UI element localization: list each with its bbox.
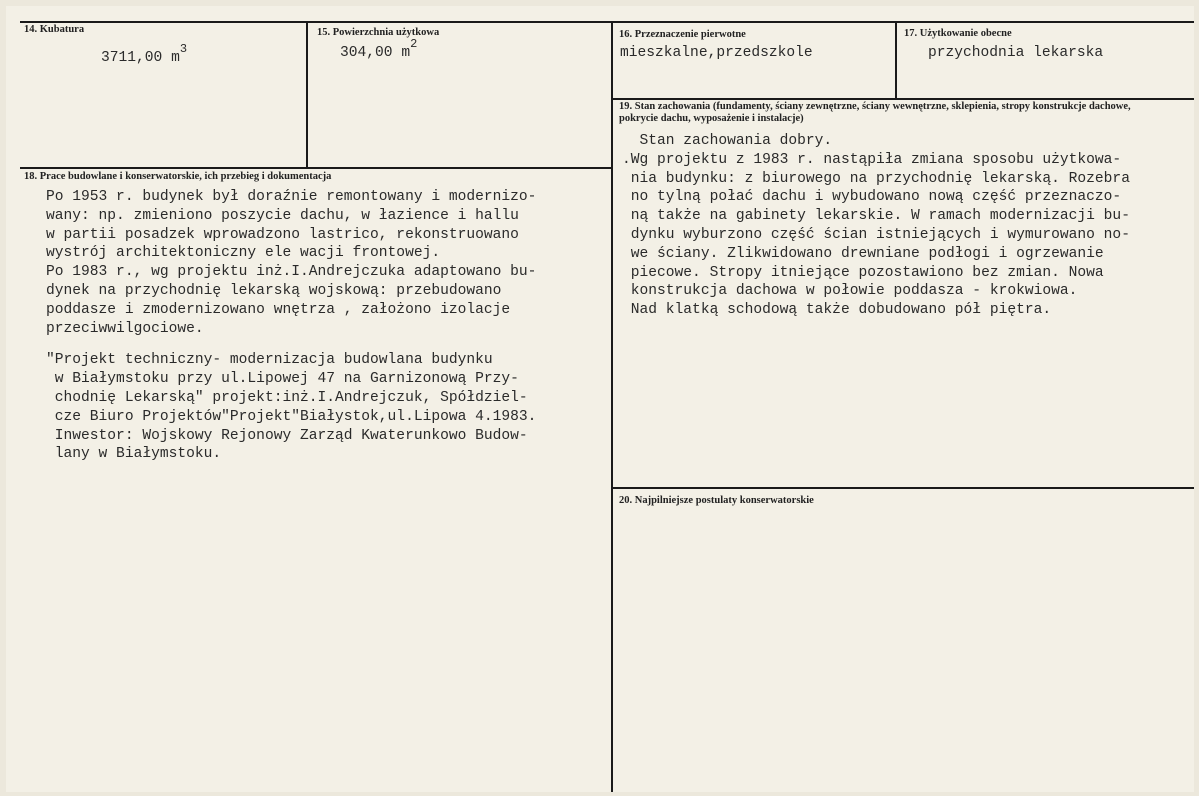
value-kubatura-unit: m	[171, 50, 180, 66]
value-przeznaczenie: mieszkalne,przedszkole	[620, 45, 813, 61]
value-kubatura-number: 3711,00	[101, 50, 163, 66]
line-row18	[20, 167, 611, 169]
value-kubatura	[101, 42, 188, 68]
stan-text: Stan zachowania dobry. .Wg projektu z 1983 r. nastąpiła zmiana sposobu użytkowa- nia budynku: z biurowego na przychodnię lekarską. Rozebra no tylną połać dachu i wybudowano nową część przeznaczo- ną także na gabinety lekarskie. W ramach modernizacji bu- dynku wyburzono część ścian istniejących i wymurowano no- we ściany. Zlikwidowano drewniane podłogi i ogrzewanie piecowe. Stropy itniejące pozostawiono bez zmian. Nowa konstrukcja dachowa w połowie poddasza - krokwiowa. Nad klatką schodową także dobudowano pół piętra.	[622, 133, 1130, 319]
label-prace: 18. Prace budowlane i konserwatorskie, ich przebieg i dokumentacja	[24, 171, 332, 182]
value-uzytkowanie: przychodnia lekarska	[928, 45, 1104, 61]
label-kubatura: 14. Kubatura	[24, 24, 85, 35]
value-powierzchnia	[340, 37, 418, 63]
line-col2	[611, 21, 613, 792]
value-kubatura-exponent: 3	[179, 42, 188, 56]
prace-paragraph-1: Po 1953 r. budynek był doraźnie remontowany i modernizo- wany: np. zmieniono poszycie dachu, w łazience i hallu w partii posadzek wprowadzono lastrico, rekonstruowano wystrój architektoniczny ele wacji frontowej. Po 1983 r., wg projektu inż.I.Andrejczuka adaptowano bu- dynek na przychodnię lekarską wojskową: przebudowano poddasze i zmodernizowano wnętrza , założono izolacje przeciwwilgociowe.	[46, 189, 537, 337]
line-row19	[613, 98, 1194, 100]
line-top	[20, 21, 1194, 23]
line-col1	[306, 21, 308, 168]
label-stan: 19. Stan zachowania (fundamenty, ściany zewnętrzne, ściany wewnętrzne, sklepienia, stropy konstrukcje dachowe, pokrycie dachu, wyposażenie i instalacje)	[619, 101, 1131, 124]
value-powierzchnia-number: 304,00	[340, 45, 393, 61]
form-card	[6, 6, 1194, 792]
label-uzytkowanie: 17. Użytkowanie obecne	[904, 28, 1012, 39]
prace-text	[46, 188, 536, 464]
prace-paragraph-2: "Projekt techniczny- modernizacja budowlana budynku w Białymstoku przy ul.Lipowej 47 na Garnizonową Przy- chodnię Lekarską" projekt:inż.I.Andrejczuk, Spółdziel- cze Biuro Projektów"Projekt"Białystok,ul.Lipowa 4.1983. Inwestor: Wojskowy Rejonowy Zarząd Kwaterunkowo Budow- lany w Białymstoku.	[46, 352, 537, 463]
label-przeznaczenie: 16. Przeznaczenie pierwotne	[619, 29, 746, 40]
value-powierzchnia-exponent: 2	[410, 37, 418, 51]
label-powierzchnia: 15. Powierzchnia użytkowa	[317, 27, 440, 38]
line-row20	[613, 487, 1194, 489]
label-postulaty: 20. Najpilniejsze postulaty konserwatorskie	[619, 495, 814, 506]
line-col3	[895, 21, 897, 99]
value-powierzchnia-unit: m	[401, 45, 411, 61]
